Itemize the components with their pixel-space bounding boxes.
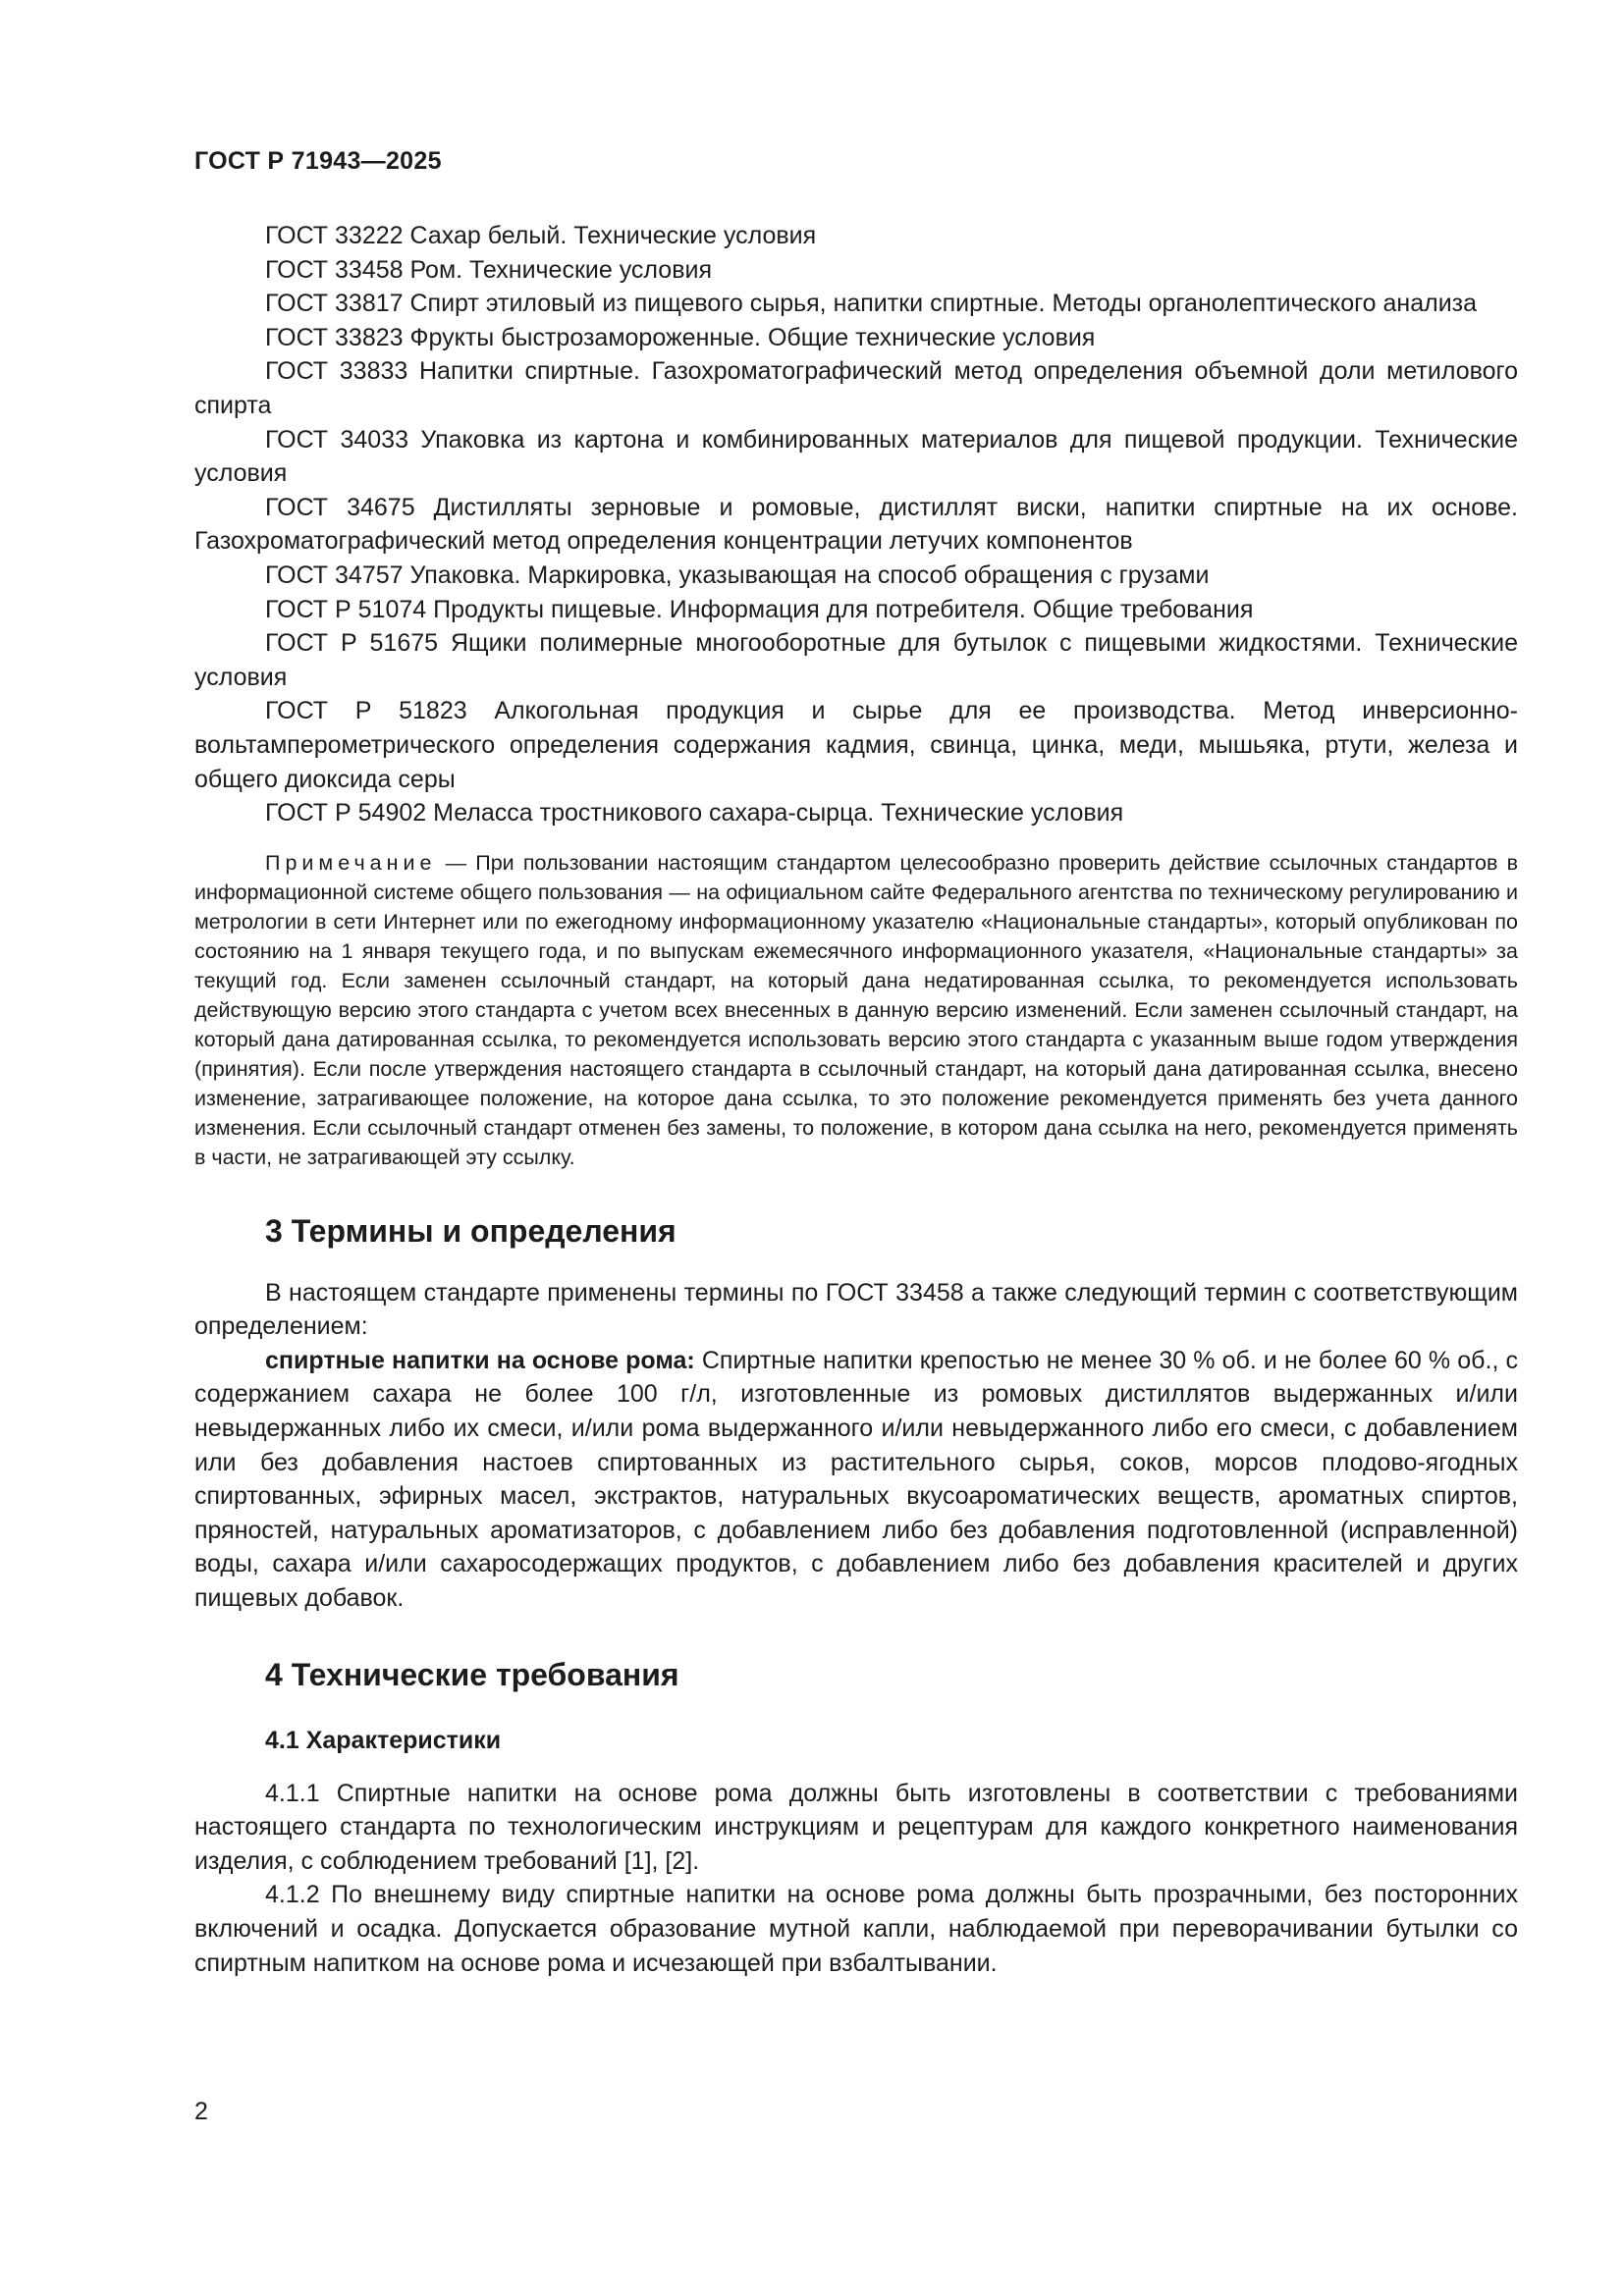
reference-item: ГОСТ Р 51074 Продукты пищевые. Информация для потребителя. Общие требования: [265, 595, 1254, 623]
reference-item: ГОСТ 33833 Напитки спиртные. Газохроматографический метод определения объемной доли метилового спирта: [194, 357, 1518, 419]
note-paragraph: [194, 848, 1518, 1172]
section-4-heading: 4 Технические требования: [265, 1656, 679, 1692]
reference-item: ГОСТ 33823 Фрукты быстрозамороженные. Общие технические условия: [265, 323, 1096, 351]
normative-references-list: [194, 219, 1518, 830]
reference-item: ГОСТ 33222 Сахар белый. Технические условия: [265, 222, 817, 249]
reference-item: ГОСТ 34675 Дистилляты зерновые и ромовые, дистиллят виски, напитки спиртные на их основе. Газохроматографический метод определения концентрации летучих компонентов: [194, 493, 1518, 556]
reference-item: ГОСТ 33817 Спирт этиловый из пищевого сырья, напитки спиртные. Методы органолептического анализа: [265, 290, 1478, 318]
subsection-4-1-heading: 4.1 Характеристики: [265, 1726, 502, 1754]
reference-item: ГОСТ Р 51675 Ящики полимерные многооборотные для бутылок с пищевыми жидкостями. Технические условия: [194, 629, 1518, 691]
note-text: — При пользовании настоящим стандартом целесообразно проверить действие ссылочных стандартов в информационной системе общего пользования — на официальном сайте Федерального агентства по техническому регулированию и метрологии в сети Интернет или по ежегодному информационному указателю «Национальные стандарты», который опубликован по состоянию на 1 января текущего года, и по выпускам ежемесячного информационного указателя, «Национальные стандарты» за текущий год. Если заменен ссылочный стандарт, на который дана недатированная ссылка, то рекомендуется использовать действующую версию этого стандарта с учетом всех внесенных в данную версию изменений. Если заменен ссылочный стандарт, на который дана датированная ссылка, то рекомендуется использовать версию этого стандарта с указанным выше годом утверждения (принятия). Если после утверждения настоящего стандарта в ссылочный стандарт, на который дана датированная ссылка, внесено изменение, затрагивающее положение, на которое дана ссылка, то это положение рекомендуется применять без учета данного изменения. Если ссылочный стандарт отменен без замены, то положение, в котором дана ссылка на него, рекомендуется применять в части, не затрагивающей эту ссылку.: [194, 850, 1518, 1169]
page-number: 2: [194, 2098, 208, 2125]
document-header: ГОСТ Р 71943—2025: [194, 147, 442, 175]
note-label: Примечание: [265, 850, 437, 875]
clause-4-1-1: 4.1.1 Спиртные напитки на основе рома должны быть изготовлены в соответствии с требованиями настоящего стандарта по технологическим инструкциям и рецептурам для каждого конкретного наименования изделия, с соблюдением требований [1], [2].: [194, 1779, 1518, 1875]
term-definition: [194, 1344, 1518, 1616]
section-3-intro: В настоящем стандарте применены термины по ГОСТ 33458 а также следующий термин с соответствующим определением:: [194, 1278, 1518, 1341]
section-3-heading: 3 Термины и определения: [265, 1212, 677, 1249]
reference-item: ГОСТ Р 54902 Меласса тростникового сахара-сырца. Технические условия: [265, 799, 1124, 828]
clause-4-1-2: 4.1.2 По внешнему виду спиртные напитки на основе рома должны быть прозрачными, без посторонних включений и осадка. Допускается образование мутной капли, наблюдаемой при переворачивании бутылки со спиртным напитком на основе рома и исчезающей при взбалтывании.: [194, 1881, 1518, 1977]
term-definition-text: Спиртные напитки крепостью не менее 30 % об. и не более 60 % об., с содержанием сахара не более 100 г/л, изготовленные из ромовых дистиллятов выдержанных и/или невыдержанных либо их смеси, и/или рома выдержанного и/или невыдержанного либо его смеси, с добавлением или без добавления настоев спиртованных из растительного сырья, соков, морсов плодово-ягодных спиртованных, эфирных масел, экстрактов, натуральных вкусоароматических веществ, ароматных спиртов, пряностей, натуральных ароматизаторов, с добавлением либо без добавления подготовленной (исправленной) воды, сахара и/или сахаросодержащих продуктов, с добавлением либо без добавления красителей и других пищевых добавок.: [194, 1346, 1519, 1613]
reference-item: ГОСТ 33458 Ром. Технические условия: [265, 255, 712, 284]
document-page: [194, 147, 1518, 1980]
reference-item: ГОСТ Р 51823 Алкогольная продукция и сырье для ее производства. Метод инверсионно-вольтамперометрического определения содержания кадмия, свинца, цинка, меди, мышьяка, ртути, железа и общего диоксида серы: [194, 697, 1518, 793]
term-name: спиртные напитки на основе рома:: [265, 1346, 695, 1374]
reference-item: ГОСТ 34757 Упаковка. Маркировка, указывающая на способ обращения с грузами: [265, 561, 1210, 589]
reference-item: ГОСТ 34033 Упаковка из картона и комбинированных материалов для пищевой продукции. Технические условия: [194, 425, 1518, 488]
